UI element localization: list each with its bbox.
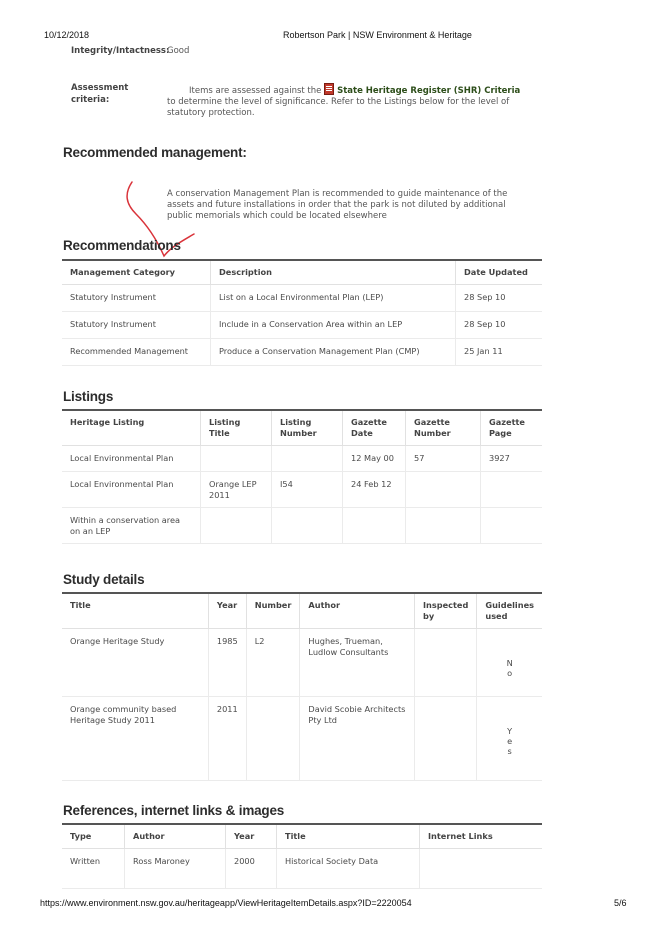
cell: 24 Feb 12 [343, 472, 406, 508]
cell: Local Environmental Plan [62, 446, 201, 472]
cell: Recommended Management [62, 339, 211, 366]
cell [406, 472, 481, 508]
integrity-value: Good [167, 46, 190, 56]
cell [272, 446, 343, 472]
col-heritage-listing: Heritage Listing [62, 410, 201, 446]
cell: David Scobie Architects Pty Ltd [300, 697, 415, 781]
cell: Ross Maroney [125, 849, 226, 889]
cell[interactable] [420, 849, 543, 889]
guidelines-cell [477, 629, 542, 697]
listings-table [62, 409, 542, 544]
cell [406, 508, 481, 544]
references-table [62, 823, 542, 889]
table-row [62, 446, 542, 472]
print-date: 10/12/2018 [44, 30, 90, 40]
col-title: Title [62, 593, 208, 629]
cell [481, 472, 543, 508]
guidelines-letter: s [507, 746, 512, 756]
table-row [62, 312, 542, 339]
recommended-management-text: A conservation Management Plan is recommended to guide maintenance of the assets and future installations in order that the park is not diluted by additional public memorials which could be located elsewhere [167, 189, 508, 221]
cell: Local Environmental Plan [62, 472, 201, 508]
cell: 28 Sep 10 [456, 285, 543, 312]
cell: 25 Jan 11 [456, 339, 543, 366]
integrity-label: Integrity/Intactness: [71, 46, 170, 56]
cell: 2011 [208, 697, 246, 781]
cell: 1985 [208, 629, 246, 697]
cell: Orange LEP 2011 [201, 472, 272, 508]
cell [481, 508, 543, 544]
col-year: Year [208, 593, 246, 629]
cell: Within a conservation area on an LEP [62, 508, 201, 544]
cell [201, 508, 272, 544]
col-date-updated: Date Updated [456, 260, 543, 285]
table-row [62, 472, 542, 508]
print-title: Robertson Park | NSW Environment & Heritage [283, 30, 472, 40]
guidelines-letter: e [507, 736, 513, 746]
table-row [62, 697, 542, 781]
col-author: Author [300, 593, 415, 629]
cell: Statutory Instrument [62, 312, 211, 339]
references-heading: References, internet links & images [63, 803, 285, 818]
col-gazette-date: Gazette Date [343, 410, 406, 446]
cell: Written [62, 849, 125, 889]
cell: 57 [406, 446, 481, 472]
study-details-heading: Study details [63, 572, 145, 587]
col-inspected-by: Inspected by [415, 593, 477, 629]
cell: Include in a Conservation Area within an LEP [211, 312, 456, 339]
cell [415, 629, 477, 697]
cell: Orange Heritage Study [62, 629, 208, 697]
col-year: Year [226, 824, 277, 849]
assessment-text-before: Items are assessed against the [189, 86, 322, 96]
cell: Historical Society Data [277, 849, 420, 889]
col-gazette-number: Gazette Number [406, 410, 481, 446]
guidelines-letter: Y [507, 726, 513, 736]
cell: Orange community based Heritage Study 2011 [62, 697, 208, 781]
table-row [62, 339, 542, 366]
cell: 3927 [481, 446, 543, 472]
assessment-text [167, 83, 522, 119]
guidelines-letter: o [507, 668, 513, 678]
recommendations-table [62, 259, 542, 366]
col-author: Author [125, 824, 226, 849]
col-guidelines-used: Guidelines used [477, 593, 542, 629]
table-row [62, 285, 542, 312]
cell [415, 697, 477, 781]
col-listing-title: Listing Title [201, 410, 272, 446]
col-title: Title [277, 824, 420, 849]
cell: 28 Sep 10 [456, 312, 543, 339]
col-number: Number [246, 593, 300, 629]
cell: I54 [272, 472, 343, 508]
footer-page-number: 5/6 [614, 898, 627, 908]
footer-url[interactable]: https://www.environment.nsw.gov.au/heritageapp/ViewHeritageItemDetails.aspx?ID=2220054 [40, 898, 412, 908]
cell [246, 697, 300, 781]
table-row [62, 629, 542, 697]
assessment-label: Assessment criteria: [71, 83, 129, 105]
pdf-icon [324, 83, 334, 95]
cell: Statutory Instrument [62, 285, 211, 312]
table-row [62, 849, 542, 889]
cell [343, 508, 406, 544]
assessment-text-after: to determine the level of significance. Refer to the Listings below for the level of statutory protection. [167, 97, 510, 118]
col-listing-number: Listing Number [272, 410, 343, 446]
cell: List on a Local Environmental Plan (LEP) [211, 285, 456, 312]
cell [272, 508, 343, 544]
study-details-table [62, 592, 542, 781]
guidelines-letter: N [506, 658, 513, 668]
cell [201, 446, 272, 472]
col-gazette-page: Gazette Page [481, 410, 543, 446]
cell: Produce a Conservation Management Plan (CMP) [211, 339, 456, 366]
cell: L2 [246, 629, 300, 697]
listings-heading: Listings [63, 389, 114, 404]
cell: 12 May 00 [343, 446, 406, 472]
table-row [62, 508, 542, 544]
guidelines-value [485, 726, 534, 756]
col-type: Type [62, 824, 125, 849]
recommendations-heading: Recommendations [63, 238, 181, 253]
col-internet-links: Internet Links [420, 824, 543, 849]
col-description: Description [211, 260, 456, 285]
guidelines-value [485, 658, 534, 678]
shr-criteria-link[interactable]: State Heritage Register (SHR) Criteria [337, 86, 521, 96]
guidelines-cell [477, 697, 542, 781]
recommended-management-heading: Recommended management: [63, 145, 247, 160]
cell: 2000 [226, 849, 277, 889]
cell: Hughes, Trueman, Ludlow Consultants [300, 629, 415, 697]
col-management-category: Management Category [62, 260, 211, 285]
